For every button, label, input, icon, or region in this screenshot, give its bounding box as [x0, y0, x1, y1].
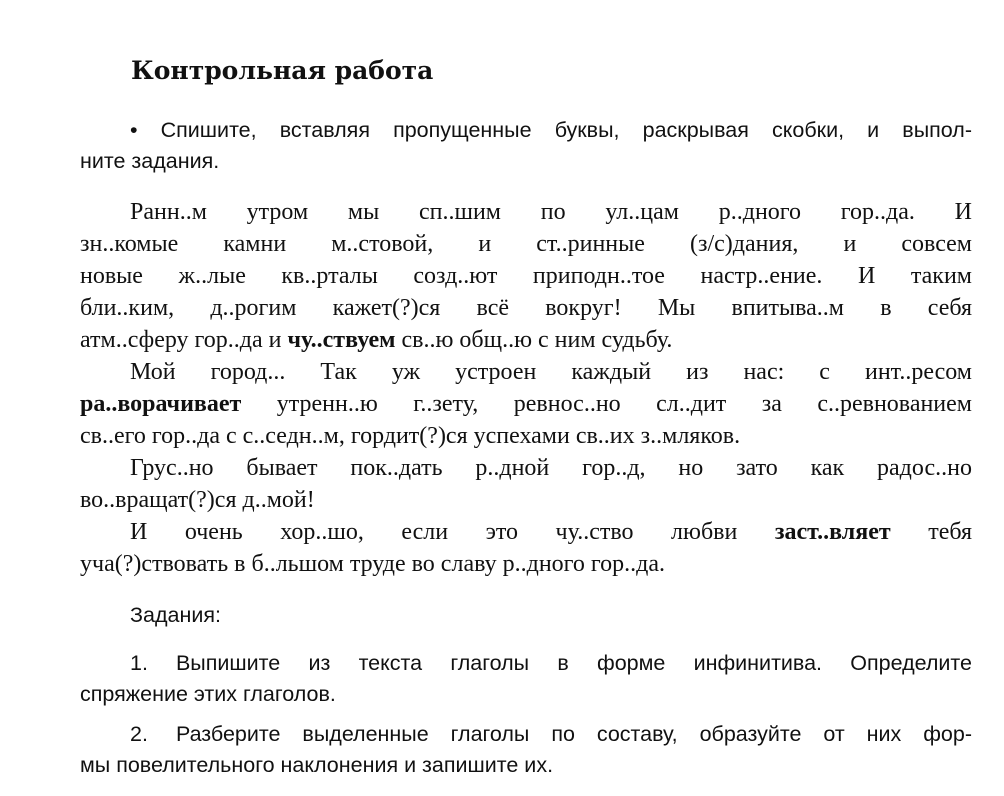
text-fragment: утренн..ю г..зету, ревнос..но сл..дит за с..ревнованием	[241, 391, 972, 417]
task-item-2	[80, 719, 972, 781]
task-line: мы повелительного наклонения и запишите их.	[80, 753, 554, 777]
text-line	[80, 388, 972, 420]
text-line	[80, 324, 972, 356]
text-line: Мой город... Так уж устроен каждый из нас: с инт..ресом	[130, 359, 972, 385]
text-line: Ранн..м утром мы сп..шим по ул..цам р..дного гор..да. И	[130, 199, 972, 225]
instruction	[80, 115, 972, 177]
highlighted-verb: чу..ствуем	[287, 327, 396, 353]
text-fragment: И очень хор..шо, если это чу..ство любви	[130, 519, 775, 545]
task-text: Разберите выделенные глаголы по составу, образуйте от них фор-	[175, 722, 972, 746]
text-line: Грус..но бывает пок..дать р..дной гор..д, но зато как радос..но	[130, 455, 972, 481]
task-number: 1.	[130, 651, 148, 675]
instruction-line: • Спишите, вставляя пропущенные буквы, раскрывая скобки, и выпол-	[130, 118, 972, 142]
task-number: 2.	[130, 722, 148, 746]
highlighted-verb: заст..вляет	[774, 519, 891, 545]
page-title: Контрольная работа	[131, 56, 434, 85]
instruction-line: ните задания.	[80, 149, 220, 173]
text-line	[80, 516, 972, 548]
text-fragment: атм..сферу гор..да и	[80, 327, 288, 353]
text-fragment: тебя	[890, 519, 972, 545]
text-paragraph-3	[80, 452, 972, 516]
task-line	[80, 648, 972, 679]
task-line	[80, 719, 972, 750]
text-fragment: св..ю общ..ю с ним судьбу.	[395, 327, 673, 353]
text-line: во..вращат(?)ся д..мой!	[80, 487, 315, 513]
text-line: новые ж..лые кв..рталы созд..ют приподн..тое настр..ение. И таким	[80, 263, 972, 289]
text-line: уча(?)ствовать в б..льшом труде во славу р..дного гор..да.	[80, 551, 666, 577]
text-paragraph-1	[80, 196, 972, 356]
text-line: бли..ким, д..рогим кажет(?)ся всё вокруг! Мы впитыва..м в себя	[80, 295, 972, 321]
task-text: Выпишите из текста глаголы в форме инфинитива. Определите	[175, 651, 972, 675]
highlighted-verb: ра..ворачивает	[80, 391, 242, 417]
text-paragraph-4	[80, 516, 972, 580]
text-line: св..его гор..да с с..седн..м, гордит(?)ся успехами св..их з..мляков.	[80, 423, 741, 449]
task-line: спряжение этих глаголов.	[80, 682, 336, 706]
tasks-heading-text: Задания:	[130, 603, 221, 627]
text-paragraph-2	[80, 356, 972, 452]
task-item-1	[80, 648, 972, 710]
tasks-heading	[80, 600, 972, 631]
text-line: зн..комые камни м..стовой, и ст..ринные (з/с)дания, и совсем	[80, 231, 972, 257]
